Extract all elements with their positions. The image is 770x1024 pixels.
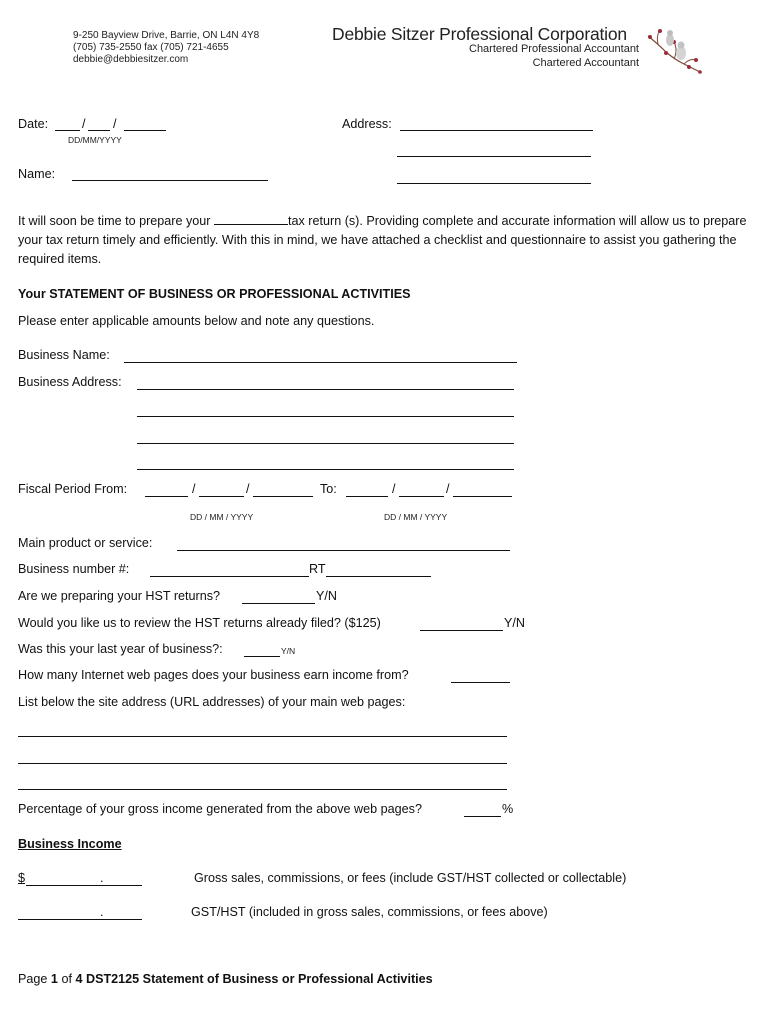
- company-logo-icon: [644, 26, 702, 74]
- date-separator: /: [446, 482, 450, 496]
- fiscal-from-format-hint: DD / MM / YYYY: [190, 512, 254, 522]
- business-number-label: Business number #:: [18, 562, 130, 576]
- date-separator: /: [192, 482, 196, 496]
- percentage-question: Percentage of your gross income generated from the above web pages?: [18, 802, 422, 816]
- address-line-2-field[interactable]: [397, 156, 591, 157]
- fiscal-period-from-label: Fiscal Period From:: [18, 482, 128, 496]
- fiscal-to-day-field[interactable]: [346, 496, 388, 497]
- footer-of-word: of: [61, 972, 72, 986]
- section-title: Your STATEMENT OF BUSINESS OR PROFESSIONAL ACTIVITIES: [18, 287, 411, 301]
- fiscal-to-format-hint: DD / MM / YYYY: [384, 512, 448, 522]
- fiscal-period-to-label: To:: [320, 482, 337, 496]
- hst-review-yn: Y/N: [504, 616, 525, 630]
- designation-ca: Chartered Accountant: [532, 57, 639, 69]
- url-line-3-field[interactable]: [18, 789, 507, 790]
- gross-sales-label: Gross sales, commissions, or fees (include GST/HST collected or collectable): [194, 871, 627, 885]
- footer-page-number: 1: [50, 972, 58, 986]
- rt-label: RT: [309, 562, 326, 576]
- name-label: Name:: [18, 167, 56, 181]
- hst-prep-yn: Y/N: [316, 589, 337, 603]
- office-phone: (705) 735-2550 fax (705) 721-4655: [73, 42, 229, 53]
- hst-review-answer-field[interactable]: [420, 630, 503, 631]
- office-address: 9-250 Bayview Drive, Barrie, ON L4N 4Y8: [73, 30, 260, 41]
- list-urls-label: List below the site address (URL addresses) of your main web pages:: [18, 695, 406, 709]
- date-label: Date:: [18, 117, 49, 131]
- web-pages-question: How many Internet web pages does your business earn income from?: [18, 668, 409, 682]
- footer-page-total: 4: [75, 972, 83, 986]
- hst-prep-answer-field[interactable]: [242, 603, 315, 604]
- office-email: debbie@debbiesitzer.com: [73, 54, 189, 65]
- company-name: Debbie Sitzer Professional Corporation: [332, 24, 627, 44]
- fiscal-from-year-field[interactable]: [253, 496, 313, 497]
- gst-hst-label: GST/HST (included in gross sales, commissions, or fees above): [191, 905, 548, 919]
- business-address-line-1-field[interactable]: [137, 389, 514, 390]
- dollar-sign: $: [18, 871, 26, 885]
- designation-cpa: Chartered Professional Accountant: [469, 43, 639, 55]
- last-year-question: Was this your last year of business?:: [18, 642, 223, 656]
- name-field[interactable]: [72, 180, 268, 181]
- date-separator: /: [113, 117, 117, 131]
- business-address-label: Business Address:: [18, 375, 122, 389]
- business-address-line-3-field[interactable]: [137, 443, 514, 444]
- business-address-line-4-field[interactable]: [137, 469, 514, 470]
- last-year-yn: Y/N: [281, 646, 296, 656]
- address-line-3-field[interactable]: [397, 183, 591, 184]
- rt-number-field[interactable]: [326, 576, 431, 577]
- date-month-field[interactable]: [88, 130, 110, 131]
- percentage-field[interactable]: [464, 816, 501, 817]
- address-label: Address:: [342, 117, 392, 131]
- decimal-point: .: [100, 871, 104, 885]
- main-product-label: Main product or service:: [18, 536, 153, 550]
- tax-year-field[interactable]: [214, 211, 288, 225]
- hst-prep-question: Are we preparing your HST returns?: [18, 589, 221, 603]
- gross-sales-amount-field[interactable]: [26, 885, 142, 886]
- main-product-field[interactable]: [177, 550, 510, 551]
- intro-text-start: It will soon be time to prepare your: [18, 214, 211, 228]
- business-name-field[interactable]: [124, 362, 517, 363]
- decimal-point: .: [100, 905, 104, 919]
- intro-paragraph: [18, 211, 748, 269]
- fiscal-to-year-field[interactable]: [453, 496, 512, 497]
- date-day-field[interactable]: [55, 130, 80, 131]
- date-separator: /: [392, 482, 396, 496]
- fiscal-from-day-field[interactable]: [145, 496, 188, 497]
- percent-sign: %: [502, 802, 514, 816]
- business-name-label: Business Name:: [18, 348, 110, 362]
- hst-review-question: Would you like us to review the HST returns already filed? ($125): [18, 616, 381, 630]
- date-format-hint: DD/MM/YYYY: [68, 135, 122, 145]
- url-line-2-field[interactable]: [18, 763, 507, 764]
- footer-document-title: DST2125 Statement of Business or Professional Activities: [85, 972, 433, 986]
- gst-hst-amount-field[interactable]: [18, 919, 142, 920]
- url-line-1-field[interactable]: [18, 736, 507, 737]
- fiscal-from-month-field[interactable]: [199, 496, 244, 497]
- fiscal-to-month-field[interactable]: [399, 496, 444, 497]
- last-year-answer-field[interactable]: [244, 656, 280, 657]
- business-address-line-2-field[interactable]: [137, 416, 514, 417]
- section-instruction: Please enter applicable amounts below and note any questions.: [18, 314, 375, 328]
- intro-text-rest: tax return (s). Providing complete and accurate information will allow us to prepare your tax return timely and efficiently. With this in mind, we have attached a checklist and questionnaire to assist you gathering the required items.: [18, 214, 747, 266]
- page-footer: [18, 972, 433, 986]
- business-number-field[interactable]: [150, 576, 309, 577]
- date-separator: /: [82, 117, 86, 131]
- date-separator: /: [246, 482, 250, 496]
- business-income-heading: Business Income: [18, 837, 122, 851]
- footer-page-word: Page: [18, 972, 48, 986]
- address-line-1-field[interactable]: [400, 130, 593, 131]
- date-year-field[interactable]: [124, 130, 166, 131]
- web-pages-count-field[interactable]: [451, 682, 510, 683]
